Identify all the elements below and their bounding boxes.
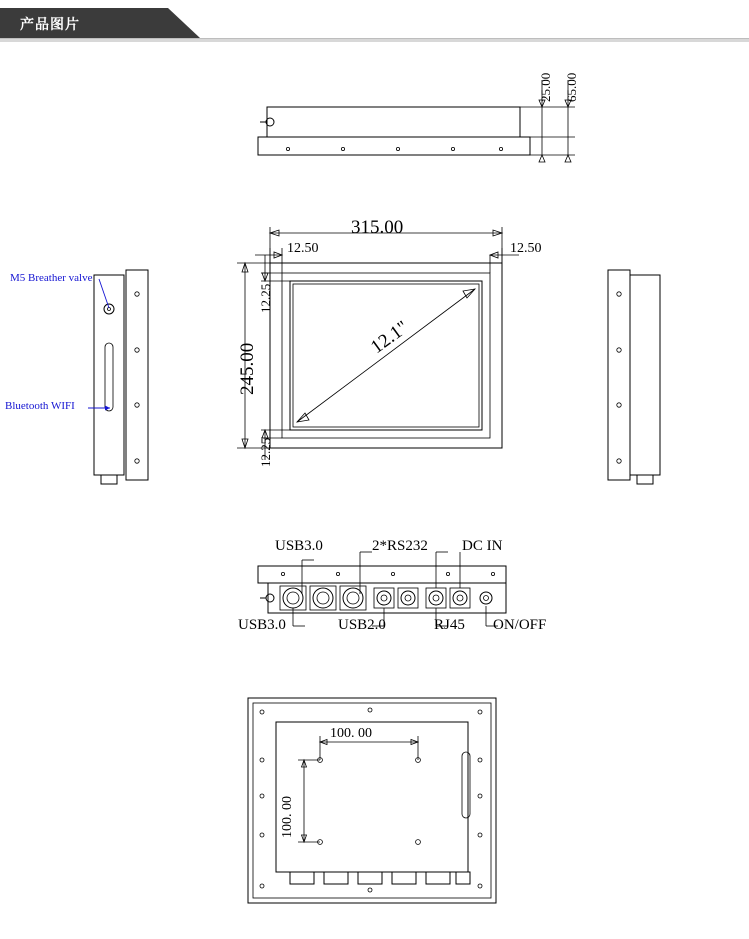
io-label-usb30-top: USB3.0 xyxy=(275,538,323,554)
leader-breather-valve xyxy=(98,276,114,311)
dim-top-65: 65.00 xyxy=(564,72,579,102)
top-section-view xyxy=(250,60,590,190)
io-label-dcin: DC IN xyxy=(462,538,503,554)
dim-bezel-left-12-50: 12.50 xyxy=(287,241,319,256)
front-view xyxy=(225,215,545,505)
dim-screen-diagonal: 12.1" xyxy=(367,316,413,358)
dim-width-315: 315.00 xyxy=(351,217,404,238)
io-label-usb20: USB2.0 xyxy=(338,617,386,633)
right-side-drawing xyxy=(600,265,680,490)
leader-bluetooth-wifi xyxy=(88,404,113,412)
page-title: 产品图片 xyxy=(20,16,80,32)
io-label-rj45: RJ45 xyxy=(434,617,465,633)
io-panel-view xyxy=(238,530,550,655)
io-label-onoff: ON/OFF xyxy=(493,617,547,633)
dim-bezel-bottom-12-25: 12.25 xyxy=(258,437,273,467)
dim-top-25: 25.00 xyxy=(538,72,553,102)
header-divider xyxy=(0,38,749,42)
annotation-bluetooth-wifi: Bluetooth WIFI xyxy=(5,400,75,412)
io-label-rs232: 2*RS232 xyxy=(372,538,428,554)
dim-bezel-right-12-50: 12.50 xyxy=(510,241,542,256)
right-side-view xyxy=(600,265,680,490)
dim-vesa-vertical: 100. 00 xyxy=(280,796,295,838)
rear-view xyxy=(240,690,525,920)
annotation-breather-valve: M5 Breather valve xyxy=(10,272,93,284)
dim-bezel-top-12-25: 12.25 xyxy=(258,283,273,313)
dim-height-245: 245.00 xyxy=(237,342,258,395)
page-header xyxy=(0,0,749,46)
dim-vesa-horizontal: 100. 00 xyxy=(330,726,372,741)
io-label-usb30-bottom: USB3.0 xyxy=(238,617,286,633)
